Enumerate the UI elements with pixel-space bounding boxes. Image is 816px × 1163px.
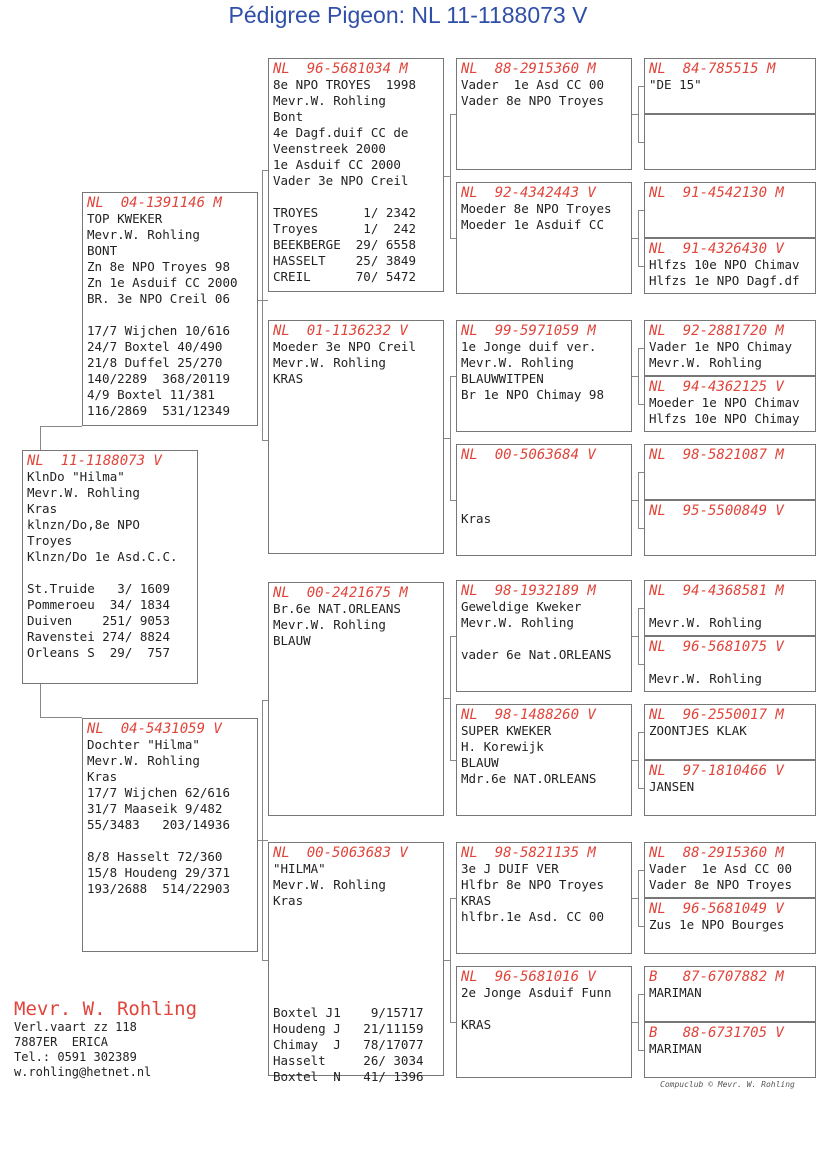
ancestor-box [644, 760, 816, 816]
granddam-paternal-box [268, 320, 444, 554]
ancestor-box [644, 182, 816, 238]
connector-line [262, 700, 263, 960]
pedigree-line: Vader 1e Asd CC 00 [649, 861, 792, 876]
connector-line [450, 760, 456, 761]
pedigree-line: Mevr.W. Rohling [87, 753, 200, 768]
root-pigeon-box [22, 450, 198, 684]
ring-number: NL 96-2550017 M [649, 707, 784, 723]
pedigree-line: KRAS [461, 893, 492, 908]
ring-number: NL 95-5500849 V [649, 503, 784, 519]
ring-number: NL 96-5681075 V [649, 639, 784, 655]
pedigree-line: Mevr.W. Rohling [273, 355, 386, 370]
connector-line [638, 472, 639, 528]
pedigree-line: Mevr.W. Rohling [273, 617, 386, 632]
ancestor-box [644, 320, 816, 376]
connector-line [40, 717, 82, 718]
pedigree-line: 31/7 Maaseik 9/482 [87, 801, 223, 816]
pedigree-line: CREIL 70/ 5472 [273, 269, 416, 284]
pedigree-line: Mevr.W. Rohling [273, 93, 386, 108]
pedigree-line: ZOONTJES KLAK [649, 723, 747, 738]
pedigree-line: klnzn/Do,8e NPO [27, 517, 140, 532]
owner-city: 7887ER ERICA [14, 1035, 108, 1049]
connector-line [450, 898, 451, 1022]
pedigree-line: 17/7 Wijchen 62/616 [87, 785, 230, 800]
pedigree-line: Br.6e NAT.ORLEANS [273, 601, 401, 616]
pedigree-line: Mevr.W. Rohling [273, 877, 386, 892]
connector-line [638, 404, 644, 405]
ancestor-box [644, 580, 816, 636]
connector-line [638, 210, 639, 266]
pedigree-line [87, 833, 257, 849]
connector-line [262, 700, 268, 701]
pedigree-line: KRAS [461, 1017, 492, 1032]
owner-block [14, 998, 197, 1080]
connector-line [40, 426, 41, 450]
connector-line [638, 348, 639, 404]
ring-number: NL 88-2915360 M [461, 61, 596, 77]
ancestor-box [644, 1022, 816, 1078]
pedigree-line: Veenstreek 2000 [273, 141, 386, 156]
ring-number: NL 98-1488260 V [461, 707, 596, 723]
ring-number: NL 88-2915360 M [649, 845, 784, 861]
pedigree-line [461, 479, 631, 495]
pedigree-line: HASSELT 25/ 3849 [273, 253, 416, 268]
pedigree-line: Troyes [27, 533, 73, 548]
pedigree-line: BEEKBERGE 29/ 6558 [273, 237, 416, 252]
pedigree-line: Mevr.W. Rohling [649, 671, 762, 686]
connector-line [262, 170, 263, 440]
mother-box [82, 718, 258, 952]
pedigree-line: 4e Dagf.duif CC de [273, 125, 409, 140]
pedigree-line: Vader 3e NPO Creil [273, 173, 409, 188]
ring-number: NL 00-2421675 M [273, 585, 408, 601]
pedigree-line [87, 307, 257, 323]
great-grandparent-box [456, 444, 632, 556]
ring-number: NL 92-4342443 V [461, 185, 596, 201]
connector-line [450, 898, 456, 899]
ring-number: NL 04-5431059 V [87, 721, 222, 737]
connector-line [638, 1050, 644, 1051]
connector-line [638, 86, 644, 87]
ring-number: NL 00-5063684 V [461, 447, 596, 463]
ancestor-box [644, 238, 816, 294]
connector-line [638, 994, 639, 1050]
owner-email: w.rohling@hetnet.nl [14, 1065, 152, 1079]
pedigree-line: Kras [461, 511, 492, 526]
page-title: Pédigree Pigeon: NL 11-1188073 V [228, 2, 588, 28]
connector-line [450, 114, 451, 238]
pedigree-line [461, 463, 631, 479]
owner-name: Mevr. W. Rohling [14, 998, 198, 1020]
pedigree-line: JANSEN [649, 779, 695, 794]
connector-line [638, 732, 639, 788]
connector-line [258, 300, 268, 301]
pedigree-line: vader 6e Nat.ORLEANS [461, 647, 612, 662]
pedigree-line [273, 957, 443, 973]
pedigree-line: 1e Jonge duif ver. [461, 339, 597, 354]
pedigree-line [27, 565, 197, 581]
pedigree-line [273, 925, 443, 941]
pedigree-line: BR. 3e NPO Creil 06 [87, 291, 230, 306]
pedigree-line: 3e J DUIF VER [461, 861, 559, 876]
pedigree-line: Kras [27, 501, 58, 516]
pedigree-line: 17/7 Wijchen 10/616 [87, 323, 230, 338]
ring-number: NL 11-1188073 V [27, 453, 162, 469]
connector-line [638, 994, 644, 995]
connector-line [40, 684, 41, 718]
connector-line [450, 636, 451, 760]
ring-number: NL 98-5821087 M [649, 447, 784, 463]
father-box [82, 192, 258, 426]
connector-line [262, 170, 268, 171]
ancestor-box [644, 114, 816, 170]
connector-line [450, 636, 456, 637]
ancestor-box [644, 444, 816, 500]
ring-number: B 88-6731705 V [649, 1025, 784, 1041]
pedigree-line: Mevr.W. Rohling [649, 355, 762, 370]
ring-number: NL 96-5681049 V [649, 901, 784, 917]
pedigree-line: Bont [273, 109, 304, 124]
pedigree-line: "HILMA" [273, 861, 326, 876]
pedigree-line: MARIMAN [649, 1041, 702, 1056]
ring-number: NL 94-4368581 M [649, 583, 784, 599]
connector-line [450, 114, 456, 115]
connector-line [258, 840, 268, 841]
connector-line [450, 238, 456, 239]
grandsire-maternal-box [268, 582, 444, 816]
ancestor-box [644, 898, 816, 954]
connector-line [638, 86, 639, 142]
pedigree-line: BLAUW [273, 633, 311, 648]
pedigree-line [273, 189, 443, 205]
ancestor-box [644, 966, 816, 1022]
granddam-maternal-box [268, 842, 444, 1084]
pedigree-line: Kras [273, 893, 304, 908]
pedigree-line: Chimay J 78/17077 [273, 1037, 424, 1052]
connector-line [638, 210, 644, 211]
ancestor-box [644, 376, 816, 432]
pedigree-line: Troyes 1/ 242 [273, 221, 416, 236]
pedigree-line: 8e NPO TROYES 1998 [273, 77, 416, 92]
great-grandparent-box [456, 704, 632, 816]
connector-line [262, 960, 268, 961]
pedigree-line: Kras [87, 769, 118, 784]
pedigree-line: Mevr.W. Rohling [27, 485, 140, 500]
pedigree-line: Boxtel J1 9/15717 [273, 1005, 424, 1020]
connector-line [638, 870, 644, 871]
pedigree-line: Mdr.6e NAT.ORLEANS [461, 771, 597, 786]
pedigree-line: Moeder 8e NPO Troyes [461, 201, 612, 216]
connector-line [638, 266, 644, 267]
owner-address: Verl.vaart zz 118 [14, 1020, 137, 1034]
pedigree-line: St.Truide 3/ 1609 [27, 581, 170, 596]
pedigree-line: 116/2869 531/12349 [87, 403, 230, 418]
connector-line [262, 440, 268, 441]
pedigree-line: Hlfzs 10e NPO Chimay [649, 411, 800, 426]
pedigree-line: 15/8 Houdeng 29/371 [87, 865, 230, 880]
great-grandparent-box [456, 842, 632, 954]
ancestor-box [644, 842, 816, 898]
pedigree-line: Pommeroeu 34/ 1834 [27, 597, 170, 612]
pedigree-line: Vader 8e NPO Troyes [649, 877, 792, 892]
pedigree-line: Dochter "Hilma" [87, 737, 200, 752]
pedigree-line: Zus 1e NPO Bourges [649, 917, 785, 932]
connector-line [638, 608, 639, 664]
pedigree-line: Ravenstei 274/ 8824 [27, 629, 170, 644]
pedigree-line: Zn 1e Asduif CC 2000 [87, 275, 238, 290]
pedigree-line: Vader 1e NPO Chimay [649, 339, 792, 354]
pedigree-line: 24/7 Boxtel 40/490 [87, 339, 223, 354]
connector-line [638, 664, 644, 665]
pedigree-line: MARIMAN [649, 985, 702, 1000]
pedigree-line: 8/8 Hasselt 72/360 [87, 849, 223, 864]
grandsire-paternal-box [268, 58, 444, 292]
ring-number: NL 00-5063683 V [273, 845, 408, 861]
pedigree-line: Vader 1e Asd CC 00 [461, 77, 604, 92]
pedigree-line: Hlfbr 8e NPO Troyes [461, 877, 604, 892]
pedigree-line [273, 989, 443, 1005]
connector-line [638, 732, 644, 733]
ring-number: NL 97-1810466 V [649, 763, 784, 779]
connector-line [450, 376, 456, 377]
ring-number: NL 91-4326430 V [649, 241, 784, 257]
connector-line [638, 870, 639, 926]
connector-line [638, 528, 644, 529]
pedigree-line [461, 1001, 631, 1017]
pedigree-line: "DE 15" [649, 77, 702, 92]
pedigree-line: Moeder 1e Asduif CC [461, 217, 604, 232]
pedigree-line: SUPER KWEKER [461, 723, 552, 738]
pedigree-line: Br 1e NPO Chimay 98 [461, 387, 604, 402]
great-grandparent-box [456, 58, 632, 170]
pedigree-line: Mevr.W. Rohling [87, 227, 200, 242]
ring-number: NL 84-785515 M [649, 61, 776, 77]
pedigree-line: BONT [87, 243, 118, 258]
pedigree-line: 1e Asduif CC 2000 [273, 157, 401, 172]
pedigree-line [273, 909, 443, 925]
ring-number: NL 99-5971059 M [461, 323, 596, 339]
great-grandparent-box [456, 966, 632, 1078]
pedigree-line: Mevr.W. Rohling [461, 355, 574, 370]
ring-number: NL 01-1136232 V [273, 323, 408, 339]
pedigree-line: KRAS [273, 371, 304, 386]
ancestor-box [644, 500, 816, 556]
pedigree-line [649, 599, 815, 615]
connector-line [450, 1022, 456, 1023]
ancestor-box [644, 704, 816, 760]
pedigree-line [461, 631, 631, 647]
ring-number: B 87-6707882 M [649, 969, 784, 985]
pedigree-line: Moeder 1e NPO Chimav [649, 395, 800, 410]
pedigree-line: 140/2289 368/20119 [87, 371, 230, 386]
ancestor-box [644, 58, 816, 114]
pedigree-line [273, 973, 443, 989]
connector-line [40, 426, 82, 427]
pedigree-line: BLAUW [461, 755, 499, 770]
pedigree-line: TROYES 1/ 2342 [273, 205, 416, 220]
great-grandparent-box [456, 182, 632, 294]
connector-line [638, 472, 644, 473]
ring-number: NL 04-1391146 M [87, 195, 222, 211]
pedigree-line: 2e Jonge Asduif Funn [461, 985, 612, 1000]
pedigree-line: Hlfzs 1e NPO Dagf.df [649, 273, 800, 288]
connector-line [638, 926, 644, 927]
pedigree-line: Orleans S 29/ 757 [27, 645, 170, 660]
pedigree-line: Geweldige Kweker [461, 599, 582, 614]
pedigree-line: Hlfzs 10e NPO Chimav [649, 257, 800, 272]
pedigree-line: Hasselt 26/ 3034 [273, 1053, 424, 1068]
pedigree-line: BLAUWWITPEN [461, 371, 544, 386]
pedigree-line: Boxtel N 41/ 1396 [273, 1069, 424, 1084]
pedigree-line [649, 655, 815, 671]
ring-number: NL 96-5681016 V [461, 969, 596, 985]
pedigree-line: KlnDo "Hilma" [27, 469, 125, 484]
ring-number: NL 98-5821135 M [461, 845, 596, 861]
pedigree-line: TOP KWEKER [87, 211, 163, 226]
ancestor-box [644, 636, 816, 692]
pedigree-line: Zn 8e NPO Troyes 98 [87, 259, 230, 274]
pedigree-line: Mevr.W. Rohling [649, 615, 762, 630]
pedigree-line: 4/9 Boxtel 11/381 [87, 387, 215, 402]
pedigree-line: Klnzn/Do 1e Asd.C.C. [27, 549, 178, 564]
pedigree-line: 193/2688 514/22903 [87, 881, 230, 896]
ring-number: NL 94-4362125 V [649, 379, 784, 395]
connector-line [638, 348, 644, 349]
connector-line [450, 500, 456, 501]
pedigree-line [273, 941, 443, 957]
connector-line [638, 788, 644, 789]
connector-line [450, 376, 451, 500]
pedigree-line: Duiven 251/ 9053 [27, 613, 170, 628]
pedigree-line: H. Korewijk [461, 739, 544, 754]
pedigree-line: Vader 8e NPO Troyes [461, 93, 604, 108]
pedigree-line: hlfbr.1e Asd. CC 00 [461, 909, 604, 924]
ring-number: NL 91-4542130 M [649, 185, 784, 201]
pedigree-line: Mevr.W. Rohling [461, 615, 574, 630]
great-grandparent-box [456, 580, 632, 692]
footer-credit: Compuclub © Mevr. W. Rohling [660, 1080, 795, 1089]
ring-number: NL 96-5681034 M [273, 61, 408, 77]
pedigree-line [461, 495, 631, 511]
pedigree-line: 55/3483 203/14936 [87, 817, 230, 832]
connector-line [638, 142, 644, 143]
owner-phone: Tel.: 0591 302389 [14, 1050, 137, 1064]
pedigree-line: Moeder 3e NPO Creil [273, 339, 416, 354]
great-grandparent-box [456, 320, 632, 432]
pedigree-line: Houdeng J 21/11159 [273, 1021, 424, 1036]
connector-line [638, 608, 644, 609]
ring-number: NL 92-2881720 M [649, 323, 784, 339]
pedigree-line: 21/8 Duffel 25/270 [87, 355, 223, 370]
ring-number: NL 98-1932189 M [461, 583, 596, 599]
